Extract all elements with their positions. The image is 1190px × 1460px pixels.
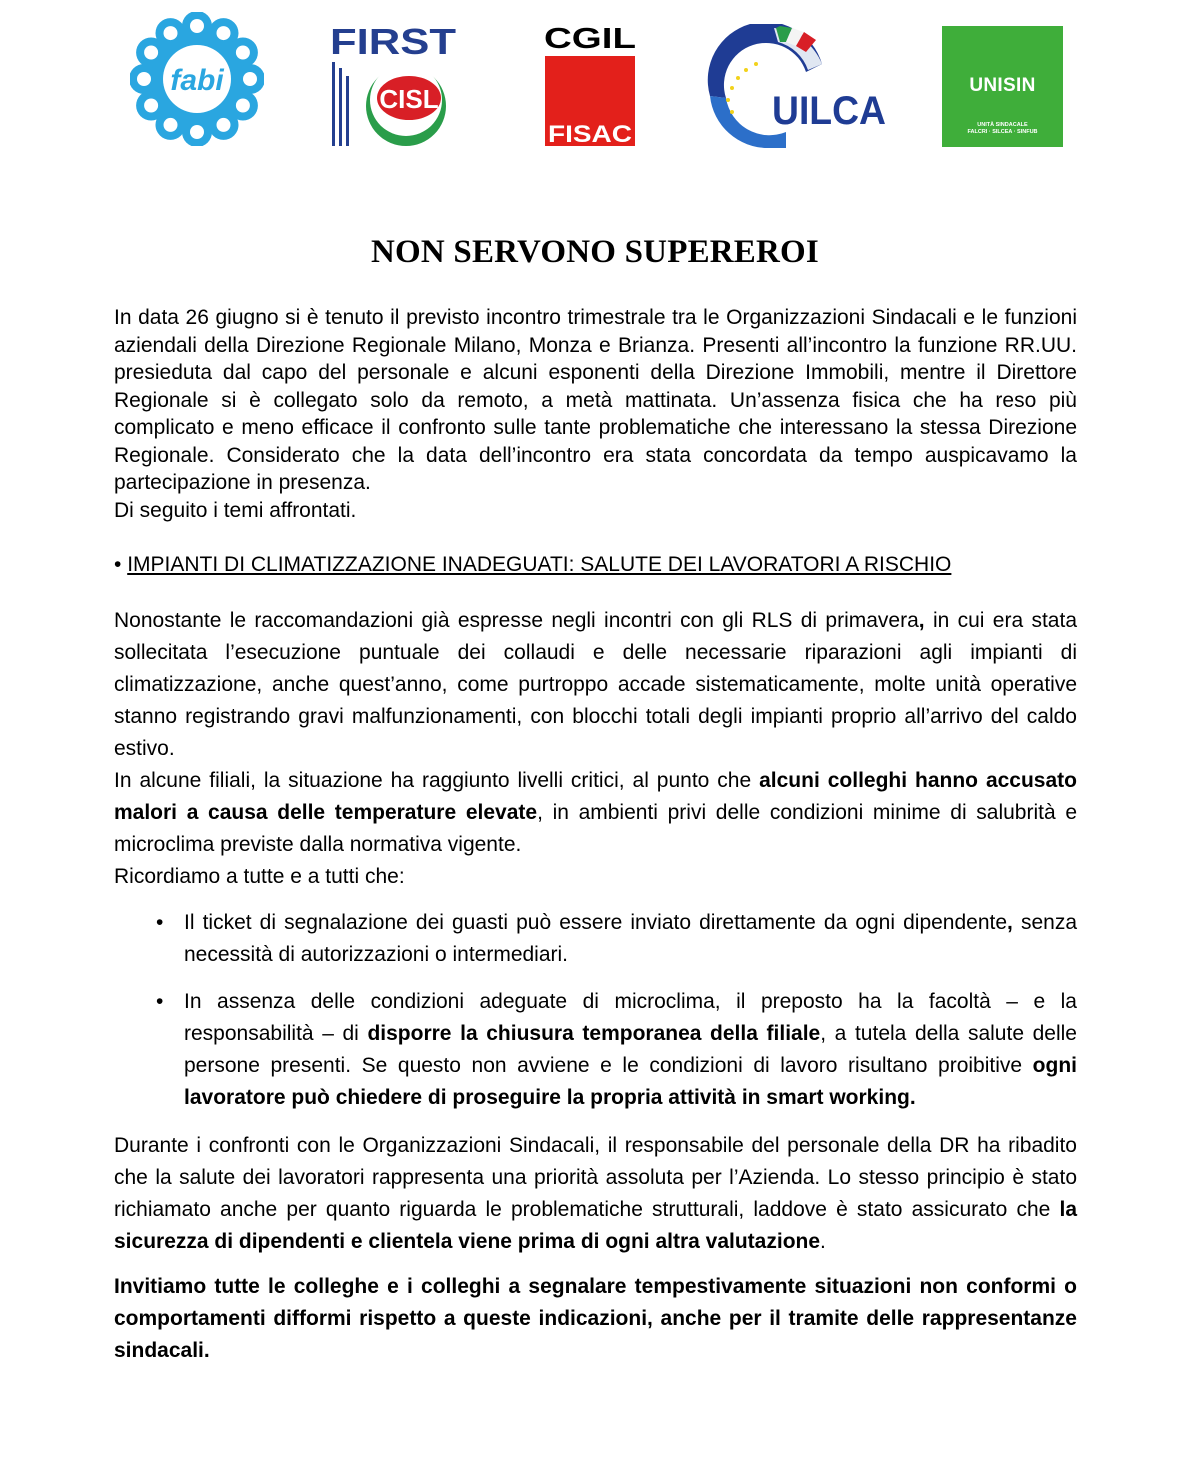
uilca-logo-text: UILCA — [772, 89, 886, 133]
list-bullet: • — [156, 990, 164, 1013]
first-cisl-logo — [330, 24, 458, 148]
list-item-1-text: Il ticket di segnalazione dei guasti può essere inviato direttamente da ogni dipendente — [184, 911, 1008, 934]
final-appeal: Invitiamo tutte le colleghe e i colleghi a segnalare tempestivamente situazioni non conformi o comportamenti difformi rispetto a queste indicazioni, anche per il tramite delle rappresentanze sindacali. — [114, 1275, 1077, 1362]
body-paragraph-1-comma: , — [918, 609, 925, 632]
fabi-logo — [130, 12, 264, 146]
fisac-logo-text: FISAC — [548, 121, 632, 146]
body-paragraph-2 — [114, 765, 1077, 861]
body-paragraph-2-text: In alcune filiali, la situazione ha raggiunto livelli critici, al punto che — [114, 769, 760, 792]
first-logo-text: FIRST — [330, 24, 457, 62]
intro-paragraph: In data 26 giugno si è tenuto il previsto incontro trimestrale tra le Organizzazioni Sindacali e le funzioni aziendali della Direzione Regionale Milano, Monza e Brianza. Presenti all’incontro la funzione RR.UU. presieduta dal capo del personale e alcuni esponenti della Direzione Immobili, mentre il Direttore Regionale si è collegato solo da remoto, a metà mattinata. Un’assenza fisica che ha reso più complicato e meno efficace il confronto sulle tante problematiche che interessano la stessa Direzione Regionale. Considerato che la data dell’incontro era stata concordata da tempo auspicavamo la partecipazione in presenza. — [114, 306, 1077, 494]
unisin-logo-text: UNISIN — [969, 75, 1036, 96]
body-paragraph-1 — [114, 605, 1077, 765]
list-bullet: • — [156, 911, 164, 934]
body-paragraph-2-continuation: , in ambienti privi delle condizioni minime di salubrità e microclima previste dalla normativa vigente. — [114, 801, 1078, 856]
list-item — [114, 986, 1077, 1114]
list-item-1-continuation: senza necessità di autorizzazioni o intermediari. — [184, 911, 1077, 966]
cgil-fisac-logo — [542, 22, 638, 146]
document-title: NON SERVONO SUPEREROI — [371, 234, 819, 270]
list-item-2-text: In assenza delle condizioni adeguate di microclima, il preposto ha la facoltà – e la responsabilità – di — [184, 990, 1077, 1045]
fabi-logo-text: fabi — [170, 64, 224, 97]
list-item-1-comma: , — [1007, 911, 1013, 934]
body-paragraph-1-continuation: in cui era stata sollecitata l’esecuzione puntuale dei collaudi e delle necessarie riparazioni agli impianti di climatizzazione, anche quest’anno, come purtroppo accade sistematicamente, molte unità operative stanno registrando gravi malfunzionamenti, con blocchi totali degli impianti proprio all’arrivo del caldo estivo. — [114, 609, 1078, 760]
reminder-list — [114, 907, 1077, 1114]
body-paragraph-1-text: Nonostante le raccomandazioni già espresse negli incontri con gli RLS di primavera — [114, 609, 919, 632]
body-paragraph-2-highlight: alcuni colleghi hanno accusato malori a causa delle temperature elevate — [114, 769, 1077, 824]
logo-bar — [0, 0, 1190, 170]
closing-paragraph-highlight: la sicurezza di dipendenti e clientela viene prima di ogni altra valutazione — [114, 1198, 1077, 1253]
list-item — [114, 907, 1077, 971]
closing-paragraph-end: . — [820, 1230, 826, 1253]
first-cisl-emblem-icon — [330, 24, 458, 148]
list-item-2-highlight-2: ogni lavoratore può chiedere di proseguire la propria attività in smart working. — [184, 1054, 1077, 1109]
body-paragraph-3: Ricordiamo a tutte e a tutti che: — [114, 865, 405, 888]
cgil-fisac-emblem-icon — [542, 22, 638, 146]
unisin-logo-subtitle-members: FALCRI · SILCEA · SINFUB — [967, 129, 1038, 135]
section-heading-text: IMPIANTI DI CLIMATIZZAZIONE INADEGUATI: SALUTE DEI LAVORATORI A RISCHIO — [127, 553, 952, 576]
cgil-logo-text: CGIL — [544, 23, 636, 55]
closing-paragraph — [114, 1130, 1077, 1258]
intro-followup: Di seguito i temi affrontati. — [114, 498, 357, 522]
uilca-emblem-icon — [702, 24, 888, 148]
list-item-2-continuation: , a tutela della salute delle persone presenti. Se questo non avviene e le condizioni di lavoro risultano proibitive — [184, 1022, 1077, 1077]
list-item-2-highlight-1: disporre la chiusura temporanea della filiale — [367, 1022, 821, 1045]
uilca-logo — [702, 24, 888, 148]
unisin-logo — [942, 26, 1063, 147]
cisl-logo-text: CISL — [379, 84, 439, 114]
section-bullet: • — [114, 553, 122, 576]
document-body — [114, 304, 1077, 1367]
closing-paragraph-text: Durante i confronti con le Organizzazioni Sindacali, il responsabile del personale della DR ha ribadito che la salute dei lavoratori rappresenta una priorità assoluta per l’Azienda. Lo stesso principio è stato richiamato anche per quanto riguarda le problematiche strutturali, laddove è stato assicurato che — [114, 1134, 1077, 1221]
fabi-flower-icon — [130, 12, 264, 146]
section-heading — [114, 551, 1077, 578]
unisin-logo-subtitle: UNITÀ SINDACALE — [977, 122, 1028, 128]
